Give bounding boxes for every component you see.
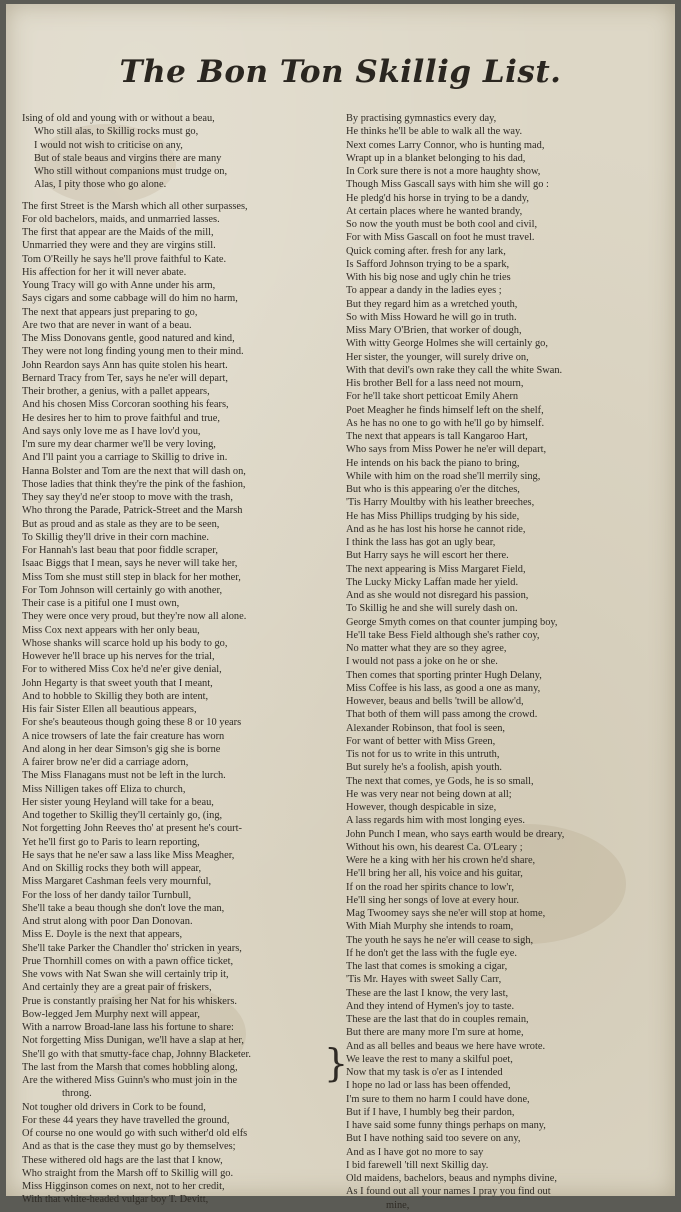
verse-line: We leave the rest to many a skilful poet,: [346, 1053, 513, 1065]
verse-line: For old bachelors, maids, and unmarried lasses.: [22, 213, 220, 225]
verse-line: At certain places where he wanted brandy,: [346, 205, 523, 217]
verse-line: But I have nothing said too severe on any,: [346, 1133, 521, 1145]
verse-line: 'Tis Mr. Hayes with sweet Sally Carr,: [346, 974, 502, 986]
verse-line: Are the withered Miss Guinn's who must join in the: [22, 1075, 238, 1086]
verse-line: Not tougher old drivers in Cork to be found,: [22, 1101, 206, 1113]
verse-line: But there are many more I'm sure at home,: [346, 1027, 524, 1039]
verse-line: With his big nose and ugly chin he tries: [346, 272, 511, 283]
verse-line: Are two that are never in want of a beau.: [22, 319, 192, 331]
verse-line: To Skillig he and she will surely dash on.: [346, 603, 518, 615]
verse-line: But surely he's a foolish, apish youth.: [346, 762, 502, 774]
verse-line: I would not pass a joke on he or she.: [346, 656, 498, 668]
verse-line: Her sister, the younger, will surely drive on,: [346, 351, 529, 363]
verse-line: Tom O'Reilly he says he'll prove faithful to Kate.: [22, 253, 227, 265]
verse-line: Isaac Biggs that I mean, says he never will take her,: [22, 558, 238, 570]
verse-line: They were once very proud, but they're now all alone.: [22, 611, 247, 623]
verse-line: She'll go with that smutty-face chap, Johnny Blacketer.: [22, 1048, 251, 1060]
verse-line: Alexander Robinson, that fool is seen,: [346, 722, 506, 734]
verse-line: Ising of old and young with or without a beau,: [22, 113, 215, 124]
verse-line: He intends on his back the piano to bring,: [346, 457, 520, 469]
verse-line: The youth he says he ne'er will cease to sigh,: [346, 934, 534, 946]
verse-line: In Cork sure there is not a more haughty show,: [346, 166, 541, 177]
verse-line: Unmarried they were and they are virgins still.: [22, 240, 216, 252]
verse-line: And I'll paint you a carriage to Skillig to drive in.: [22, 452, 228, 464]
verse-line: As he has no one to go with he'll go by himself.: [346, 417, 545, 429]
verse-line: But of stale beaus and virgins there are many: [34, 152, 222, 164]
verse-line: Wrapt up in a blanket belonging to his dad,: [346, 152, 526, 164]
verse-line: She'll take Parker the Chandler tho' stricken in years,: [22, 942, 242, 954]
verse-line: Her sister young Heyland will take for a beau,: [22, 796, 214, 808]
verse-line: The Lucky Micky Laffan made her yield.: [346, 576, 519, 588]
verse-line: And to hobble to Skillig they both are intent,: [22, 690, 209, 702]
verse-line: With that devil's own rake they call the white Swan.: [346, 364, 563, 376]
verse-line: Miss Margaret Cashman feels very mournful,: [22, 876, 212, 888]
verse-line: But they regard him as a wretched youth,: [346, 298, 518, 310]
verse-line: And as she would not disregard his passion,: [346, 590, 529, 601]
verse-line: She vows with Nat Swan she will certainly trip it,: [22, 969, 229, 980]
verse-line: To Skillig they'll drive in their corn machine.: [22, 531, 209, 543]
verse-line: And says only love me as I have lov'd you,: [22, 425, 201, 437]
verse-line: Miss Nilligen takes off Eliza to church,: [22, 783, 186, 795]
verse-line: The next appearing is Miss Margaret Field,: [346, 563, 526, 575]
verse-line: Yet he'll first go to Paris to learn reporting,: [22, 836, 200, 848]
verse-line: However, though despicable in size,: [346, 802, 497, 813]
verse-line: Is Safford Johnson trying to be a spark,: [346, 258, 510, 270]
verse-line: And strut along with poor Dan Donovan.: [22, 916, 193, 927]
verse-line: And his chosen Miss Corcoran soothing his fears,: [22, 399, 229, 411]
verse-line: He was very near not being down at all;: [346, 788, 512, 800]
verse-line: These are the last I know, the very last,: [346, 987, 509, 999]
verse-line: For he'll take short petticoat Emily Ahern: [346, 391, 519, 403]
verse-line: Miss Tom she must still step in black for her mother,: [22, 571, 241, 583]
verse-line: He'll bring her all, his voice and his guitar,: [346, 868, 523, 880]
broadside-sheet: [6, 4, 675, 1211]
verse-line: By practising gymnastics every day,: [346, 113, 497, 124]
verse-line: Whose shanks will scarce hold up his body to go,: [22, 637, 228, 649]
verse-line: She'll take a beau though she don't love the man,: [22, 902, 225, 914]
verse-line: The next that comes, ye Gods, he is so small,: [346, 775, 534, 787]
verse-line: A fairer brow ne'er did a carriage adorn,: [22, 757, 189, 768]
verse-line: Not forgetting John Reeves tho' at present he's court-: [22, 823, 242, 835]
verse-line: But as proud and as stale as they are to be seen,: [22, 518, 220, 530]
verse-line: With Miah Murphy she intends to roam,: [346, 921, 514, 933]
verse-line: Mag Twoomey says she ne'er will stop at home,: [346, 908, 546, 919]
verse-line: A nice trowsers of late the fair creature has worn: [22, 730, 225, 742]
verse-line: And together to Skillig they'll certainly go, (ing,: [22, 810, 223, 821]
verse-line: That both of them will pass among the crowd.: [346, 709, 538, 721]
verse-line: The next that appears is tall Kangaroo Hart,: [346, 431, 528, 442]
verse-line: Hanna Bolster and Tom are the next that will dash on,: [22, 465, 246, 477]
verse-line: The first that appear are the Maids of the mill,: [22, 227, 214, 238]
verse-line: John Reardon says Ann has quite stolen his heart.: [22, 359, 228, 371]
verse-line: To appear a dandy in the ladies eyes ;: [346, 285, 502, 297]
verse-line: And as he has lost his horse he cannot ride,: [346, 523, 526, 535]
verse-line: I have said some funny things perhaps on many,: [346, 1120, 546, 1131]
verse-line: The Miss Flanagans must not be left in the lurch.: [22, 770, 226, 782]
verse-line: Who throng the Parade, Patrick-Street and the Marsh: [22, 505, 243, 517]
verse-line: John Hegarty is that sweet youth that I meant,: [22, 677, 213, 689]
verse-line: A lass regards him with most longing eyes.: [346, 815, 525, 827]
verse-line: He'll sing her songs of love at every hour.: [346, 894, 519, 906]
verse-line: And certainly they are a great pair of friskers,: [22, 982, 212, 994]
verse-line: And as all belles and beaus we here have wrote.: [346, 1040, 546, 1052]
verse-line: Tis not for us to write in this untruth,: [346, 749, 500, 760]
verse-line: He has Miss Phillips trudging by his side,: [346, 510, 520, 522]
verse-line: Old maidens, bachelors, beaus and nymphs divine,: [346, 1173, 557, 1184]
verse-line: He says that he ne'er saw a lass like Miss Meagher,: [22, 849, 235, 861]
verse-line: Who says from Miss Power he ne'er will depart,: [346, 444, 547, 456]
verse-line: He thinks he'll be able to walk all the way.: [346, 126, 523, 138]
verse-line: And they intend of Hymen's joy to taste.: [346, 1000, 515, 1012]
verse-line: Miss Cox next appears with her only beau,: [22, 624, 200, 636]
verse-line: The last from the Marsh that comes hobbling along,: [22, 1061, 238, 1073]
verse-line: Poet Meagher he finds himself left on the shelf,: [346, 404, 544, 416]
verse-line: I'm sure my dear charmer we'll be very loving,: [22, 439, 216, 450]
verse-line: And as I have got no more to say: [346, 1146, 484, 1158]
verse-line: But who is this appearing o'er the ditches,: [346, 484, 520, 495]
verse-line: Alas, I pity those who go alone.: [34, 179, 167, 191]
verse-line: No matter what they are so they agree,: [346, 643, 507, 654]
verse-line: Says cigars and some cabbage will do him no harm,: [22, 293, 238, 305]
verse-line: Young Tracy will go with Anne under his arm,: [22, 280, 216, 291]
verse-line: Those ladies that think they're the pink of the fashion,: [22, 478, 246, 490]
verse-line: His fair Sister Ellen all beautious appears,: [22, 704, 197, 715]
page-title: The Bon Ton Skillig List.: [119, 54, 562, 90]
verse-line: For these 44 years they have travelled the ground,: [22, 1114, 230, 1126]
verse-line: He pledg'd his horse in trying to be a dandy,: [346, 192, 529, 204]
verse-line: These are the last that do in couples remain,: [346, 1014, 529, 1025]
verse-line: And as that is the case they must go by themselves;: [22, 1141, 236, 1153]
verse-line: He desires her to him to prove faithful and true,: [22, 412, 220, 424]
verse-line: I'm sure to them no harm I could have done,: [346, 1093, 530, 1105]
verse-line: George Smyth comes on that counter jumping boy,: [346, 616, 558, 628]
right-column: [346, 112, 666, 1212]
verse-line: I would not wish to criticise on any,: [34, 139, 183, 151]
verse-line: John Punch I mean, who says earth would be dreary,: [346, 828, 565, 840]
verse-line: And on Skillig rocks they both will appear,: [22, 863, 202, 874]
verse-line: While with him on the road she'll merrily sing,: [346, 470, 541, 482]
verse-line: They were not long finding young men to their mind.: [22, 346, 244, 358]
verse-line: His affection for her it will never abate.: [22, 266, 187, 278]
verse-line: I bid farewell 'till next Skillig day.: [346, 1159, 489, 1171]
verse-line: His brother Bell for a lass need not mourn,: [346, 378, 524, 389]
verse-line: mine,: [386, 1199, 410, 1211]
verse-line: throng.: [62, 1088, 92, 1100]
verse-line: So with Miss Howard he will go in truth.: [346, 311, 517, 323]
verse-line: Miss Mary O'Brien, that worker of dough,: [346, 325, 522, 336]
verse-line: Bernard Tracy from Ter, says he ne'er will depart,: [22, 372, 228, 384]
verse-line: Prue is constantly praising her Nat for his whiskers.: [22, 995, 237, 1007]
verse-line: Though Miss Gascall says with him she will go :: [346, 179, 549, 191]
verse-line: Bow-legged Jem Murphy next will appear,: [22, 1008, 200, 1020]
stanza-gap: [22, 192, 340, 200]
verse-line: For to withered Miss Cox he'd ne'er give denial,: [22, 664, 222, 676]
curly-brace-mark: }: [324, 1041, 349, 1085]
verse-line: For want of better with Miss Green,: [346, 735, 496, 747]
verse-line: I hope no lad or lass has been offended,: [346, 1080, 511, 1092]
verse-line: The last that comes is smoking a cigar,: [346, 961, 508, 972]
verse-line: Quick coming after. fresh for any lark,: [346, 245, 506, 257]
verse-line: For Tom Johnson will certainly go with another,: [22, 584, 223, 596]
verse-line: Without his own, his dearest Ca. O'Leary ;: [346, 841, 523, 853]
verse-line: I think the lass has got an ugly bear,: [346, 537, 496, 548]
left-column: [22, 112, 340, 1207]
verse-line: For the loss of her dandy tailor Turnbull,: [22, 889, 192, 901]
verse-line: Not forgetting Miss Dunigan, we'll have a slap at her,: [22, 1035, 245, 1047]
verse-line: The Miss Donovans gentle, good natured and kind,: [22, 333, 235, 344]
verse-line: He'll take Bess Field although she's rather coy,: [346, 629, 540, 641]
verse-line: The first Street is the Marsh which all other surpasses,: [22, 200, 248, 212]
verse-line: Their case is a pitiful one I must own,: [22, 598, 180, 609]
verse-line: Now that my task is o'er as I intended: [346, 1067, 503, 1078]
verse-line: However, beaus and bells 'twill be allow'd,: [346, 696, 524, 707]
verse-line: Then comes that sporting printer Hugh Delany,: [346, 669, 542, 681]
verse-line: They say they'd ne'er stoop to move with the trash,: [22, 492, 233, 503]
verse-line: These withered old hags are the last that I know,: [22, 1154, 223, 1166]
verse-line: But if I have, I humbly beg their pardon,: [346, 1106, 515, 1118]
verse-line: 'Tis Harry Moultby with his leather breeches,: [346, 497, 535, 509]
verse-line: As I found out all your names I pray you find out: [346, 1186, 551, 1198]
verse-line: Miss Coffee is his lass, as good a one as many,: [346, 682, 541, 694]
verse-line: Were he a king with her his crown he'd share,: [346, 855, 536, 866]
verse-line: With a narrow Broad-lane lass his fortune to share:: [22, 1022, 234, 1033]
verse-line: If he don't get the lass with the fugle eye.: [346, 947, 517, 959]
verse-line: The next that appears just preparing to go,: [22, 306, 198, 318]
verse-line: For Hannah's last beau that poor fiddle scraper,: [22, 545, 218, 556]
verse-line: And along in her dear Simson's gig she is borne: [22, 743, 221, 755]
verse-line: Their brother, a genius, with a pallet appears,: [22, 386, 210, 397]
verse-line: Miss Higginson comes on next, not to her credit,: [22, 1181, 225, 1192]
verse-line: Who straight from the Marsh off to Skillig will go.: [22, 1167, 234, 1179]
verse-line: With witty George Holmes she will certainly go,: [346, 338, 548, 350]
verse-line: With that white-headed vulgar boy T. Devitt,: [22, 1194, 209, 1206]
verse-line: Of course no one would go with such wither'd old elfs: [22, 1128, 248, 1139]
verse-line: If on the road her spirits chance to low'r,: [346, 881, 514, 893]
verse-line: For she's beauteous though going these 8 or 10 years: [22, 717, 242, 729]
verse-line: Next comes Larry Connor, who is hunting mad,: [346, 139, 545, 151]
verse-line: But Harry says he will escort her there.: [346, 550, 509, 562]
verse-line: However he'll brace up his nerves for the trial,: [22, 651, 215, 662]
verse-line: Who still without companions must trudge on,: [34, 166, 228, 177]
verse-line: Who still alas, to Skillig rocks must go,: [34, 126, 199, 138]
verse-line: Miss E. Doyle is the next that appears,: [22, 929, 183, 941]
verse-line: For with Miss Gascall on foot he must travel.: [346, 232, 535, 244]
verse-line: So now the youth must be both cool and civil,: [346, 219, 538, 230]
verse-line: Prue Thornhill comes on with a pawn office ticket,: [22, 955, 234, 967]
